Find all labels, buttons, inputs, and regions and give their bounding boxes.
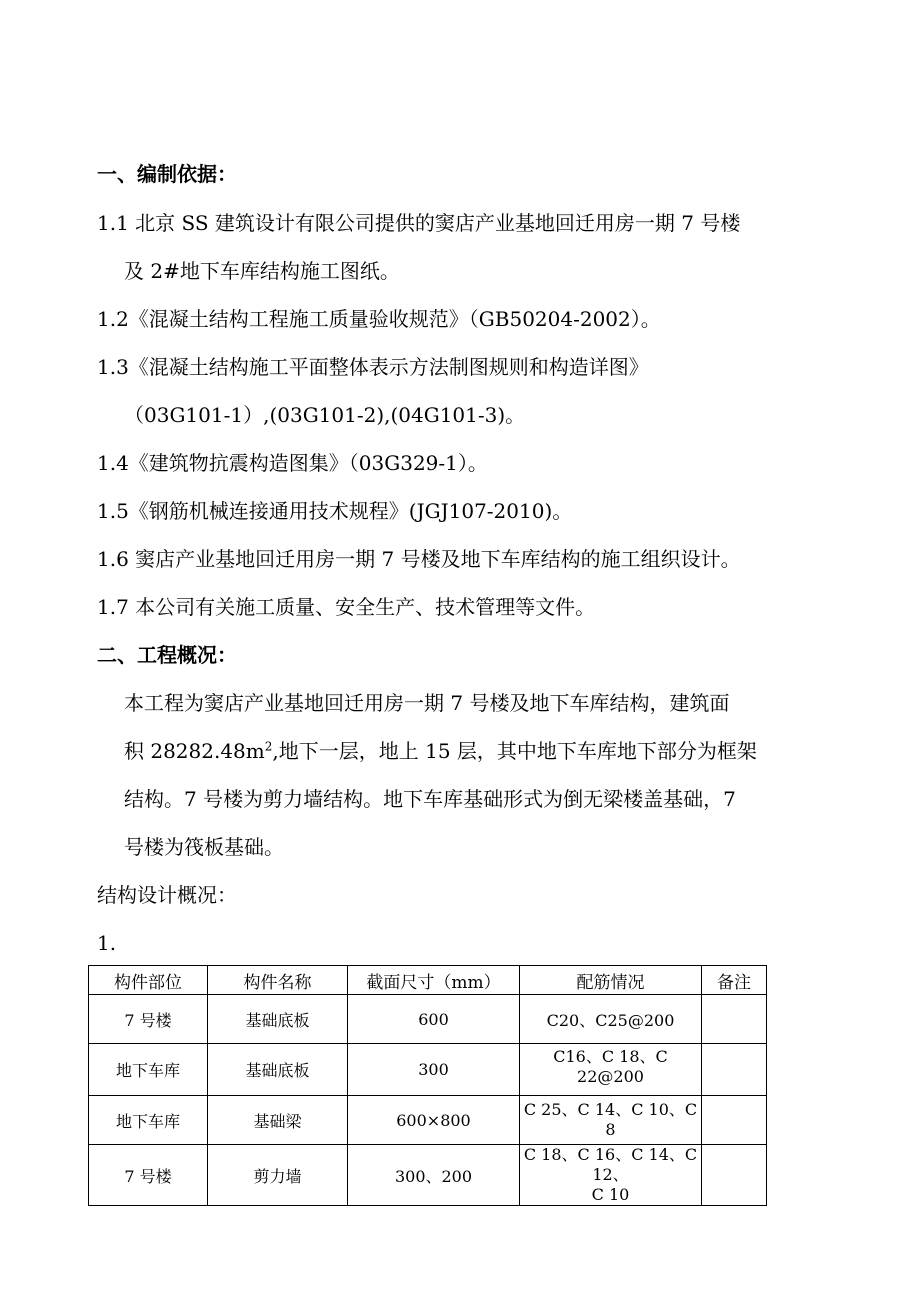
overview-line-4: 号楼为筏板基础。 xyxy=(124,835,284,859)
table-row xyxy=(89,1096,767,1145)
cell-rebar: C20、C25@200 xyxy=(520,995,702,1044)
header-section-size: 截面尺寸（mm） xyxy=(348,966,520,995)
overview-area: 积 28282.48m xyxy=(124,739,265,763)
cell-remarks xyxy=(702,1096,767,1145)
cell-section-size: 300、200 xyxy=(348,1145,520,1206)
cell-component: 基础梁 xyxy=(208,1096,348,1145)
overview-floors: ,地下一层，地上 15 层，其中地下车库地下部分为框架 xyxy=(272,739,757,763)
structure-subheading: 结构设计概况： xyxy=(97,883,237,907)
cell-section-size: 300 xyxy=(348,1044,520,1096)
header-rebar: 配筋情况 xyxy=(520,966,702,995)
table-row xyxy=(89,1145,767,1206)
basis-item-1-3-cont: （03G101-1）,(03G101-2),(04G101-3)。 xyxy=(124,403,526,427)
cell-location: 7 号楼 xyxy=(89,1145,208,1206)
section1-heading: 一、编制依据： xyxy=(97,162,237,186)
cell-rebar-line-2: C 10 xyxy=(591,1185,630,1204)
cell-component: 剪力墙 xyxy=(208,1145,348,1206)
cell-component: 基础底板 xyxy=(208,995,348,1044)
list-marker: 1. xyxy=(97,931,117,955)
cell-rebar-line-1: C 18、C 16、C 14、C 12、 xyxy=(523,1145,698,1184)
overview-line-2 xyxy=(124,737,757,765)
cell-remarks xyxy=(702,1044,767,1096)
overview-line-1: 本工程为窦店产业基地回迁用房一期 7 号楼及地下车库结构，建筑面 xyxy=(124,691,730,715)
basis-item-1-6: 1.6 窦店产业基地回迁用房一期 7 号楼及地下车库结构的施工组织设计。 xyxy=(97,547,741,571)
cell-component: 基础底板 xyxy=(208,1044,348,1096)
basis-item-1-3: 1.3《混凝土结构施工平面整体表示方法制图规则和构造详图》 xyxy=(97,355,649,379)
header-location: 构件部位 xyxy=(89,966,208,995)
basis-item-1-5: 1.5《钢筋机械连接通用技术规程》(JGJ107-2010)。 xyxy=(97,499,573,523)
header-component: 构件名称 xyxy=(208,966,348,995)
table-header-row xyxy=(89,966,767,995)
cell-remarks xyxy=(702,995,767,1044)
basis-item-1-1-cont: 及 2#地下车库结构施工图纸。 xyxy=(124,259,400,283)
basis-item-1-1: 1.1 北京 SS 建筑设计有限公司提供的窦店产业基地回迁用房一期 7 号楼 xyxy=(97,211,741,235)
section2-heading: 二、工程概况： xyxy=(97,643,237,667)
cell-location: 地下车库 xyxy=(89,1044,208,1096)
cell-location: 7 号楼 xyxy=(89,995,208,1044)
table-row xyxy=(89,1044,767,1096)
basis-item-1-4: 1.4《建筑物抗震构造图集》（03G329-1）。 xyxy=(97,451,488,475)
cell-rebar: C16、C 18、C 22@200 xyxy=(520,1044,702,1096)
basis-item-1-7: 1.7 本公司有关施工质量、安全生产、技术管理等文件。 xyxy=(97,595,596,619)
cell-rebar xyxy=(520,1145,702,1206)
cell-remarks xyxy=(702,1145,767,1206)
structure-table xyxy=(88,965,767,1206)
overview-area-unit-sup: 2 xyxy=(264,739,273,754)
cell-section-size: 600 xyxy=(348,995,520,1044)
overview-line-3: 结构。7 号楼为剪力墙结构。地下车库基础形式为倒无梁楼盖基础，7 xyxy=(124,787,736,811)
header-remarks: 备注 xyxy=(702,966,767,995)
basis-item-1-2: 1.2《混凝土结构工程施工质量验收规范》（GB50204-2002）。 xyxy=(97,307,661,331)
table-row xyxy=(89,995,767,1044)
cell-location: 地下车库 xyxy=(89,1096,208,1145)
cell-section-size: 600×800 xyxy=(348,1096,520,1145)
cell-rebar: C 25、C 14、C 10、C 8 xyxy=(520,1096,702,1145)
